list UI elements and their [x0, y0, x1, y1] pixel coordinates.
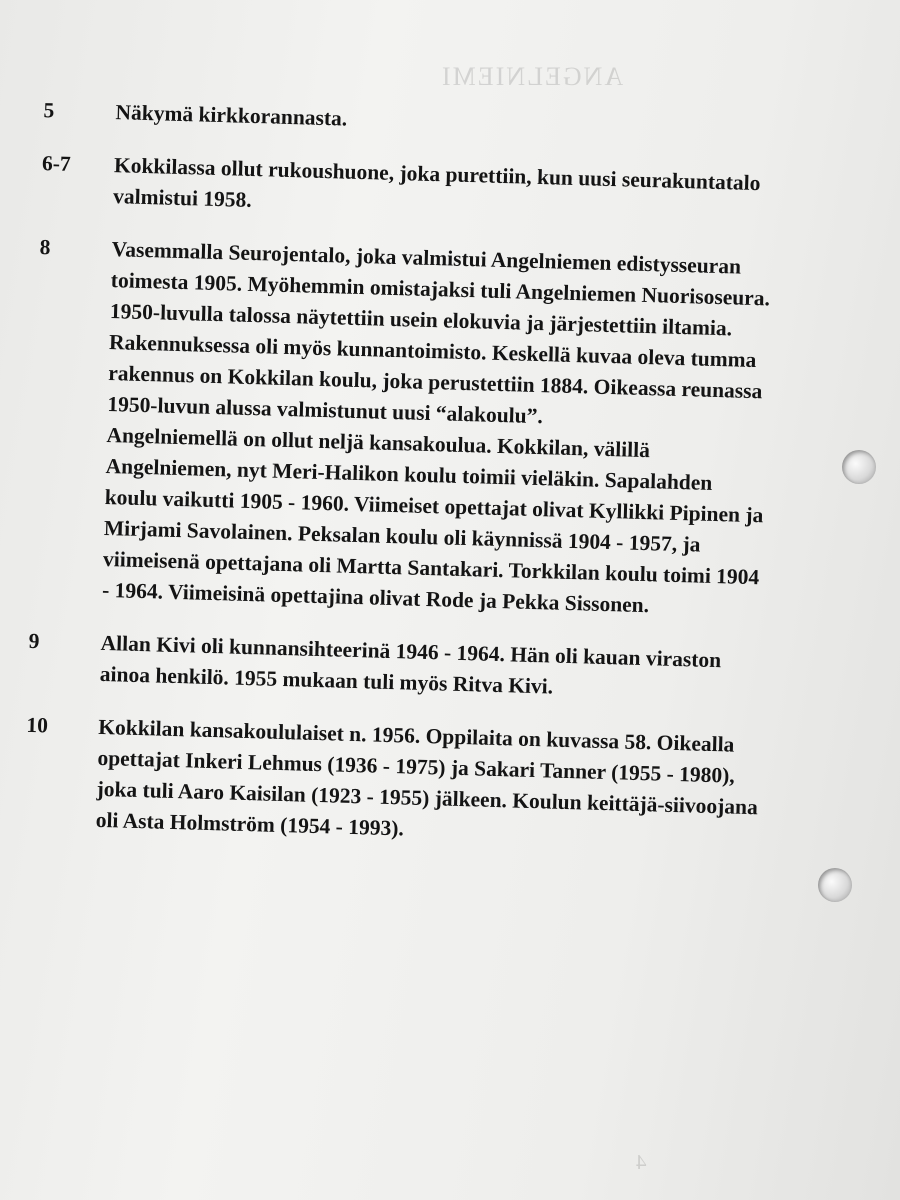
- caption-number: 5: [43, 98, 55, 123]
- caption-number: 6-7: [41, 151, 72, 176]
- bleed-through-heading: ANGELNIEMI: [440, 62, 624, 91]
- caption-entry-6-7: [37, 148, 778, 231]
- caption-entry-8: [26, 232, 776, 625]
- caption-entry-10: [19, 710, 762, 855]
- caption-text: Vasemmalla Seurojentalo, joka valmistui Angelniemen edistysseuran toimesta 1905. Myöhemmin omistajaksi tuli Angelniemen Nuorisoseura. 1950-luvulla talossa näytettiin usein elokuvia ja järjestettiin iltamia. Rakennuksessa oli myös kunnantoimisto. Keskellä kuvaa oleva tumma rakennus on Kokkilan koulu, joka perustettiin 1884. Oikeassa reunassa 1950-luvun alussa valmistunut uusi “alakoulu”.: [107, 237, 771, 429]
- caption-entry-5: [39, 95, 780, 147]
- caption-text: Kokkilan kansakoululaiset n. 1956. Oppilaita on kuvassa 58. Oikealla opettajat Inkeri Lehmus (1936 - 1975) ja Sakari Tanner (1955 - 1980), joka tuli Aaro Kaisilan (1923 - 1955) jälkeen. Koulun keittäjä-siivoojana oli Asta Holmström (1954 - 1993).: [95, 714, 759, 841]
- caption-number: 10: [26, 712, 49, 738]
- punch-hole-top: [842, 450, 876, 484]
- caption-text: Angelniemellä on ollut neljä kansakoulua. Kokkilan, välillä Angelniemen, nyt Meri-Halikon koulu toimii vieläkin. Sapalahden koulu vaikutti 1905 - 1960. Viimeiset opettajat olivat Kyllikki Pipinen ja Mirjami Savolainen. Peksalan koulu oli käynnissä 1904 - 1957, ja viimeisenä opettajana oli Martta Santakari. Torkkilan koulu toimi 1904 - 1964. Viimeisinä opettajina olivat Rode ja Pekka Sissonen.: [101, 422, 764, 618]
- caption-number: 9: [28, 628, 40, 654]
- caption-text: Kokkilassa ollut rukoushuone, joka purettiin, kun uusi seurakuntatalo valmistui 1958.: [112, 153, 761, 212]
- caption-list: [19, 95, 780, 876]
- caption-text: Allan Kivi oli kunnansihteerinä 1946 - 1964. Hän oli kauan viraston ainoa henkilö. 1955 mukaan tuli myös Ritva Kivi.: [99, 630, 722, 699]
- bleed-through-page-number: 4: [636, 1150, 647, 1174]
- caption-entry-9: [23, 626, 764, 709]
- caption-text: Näkymä kirkkorannasta.: [115, 100, 348, 131]
- punch-hole-bottom: [818, 868, 852, 902]
- caption-number: 8: [39, 235, 51, 260]
